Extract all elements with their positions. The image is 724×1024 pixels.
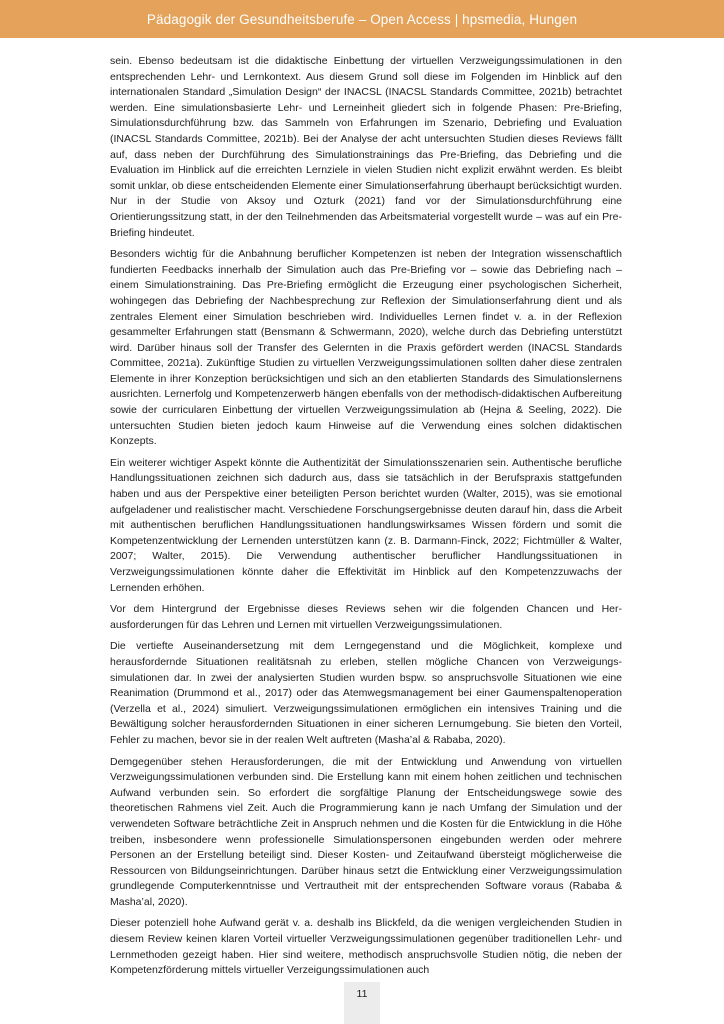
paragraph: sein. Ebenso bedeutsam ist die didaktische Einbettung der virtuellen Verzweigungssimulationen in den entsprechenden Lehr- und Lernkontext. Aus diesem Grund soll diese im Folgenden im Hinblick auf den internationalen Standard „Simulation Design“ der INACSL (INACSL Standards Committee, 2021b) betrachtet werden. Eine simulationsbasierte Lehr- und Lerneinheit gliedert sich in folgende Phasen: Pre-Briefing, Simulationsdurchführung bzw. das Sammeln von Erfahrungen im Szenario, Debriefing und Evaluation (INACSL Standards Committee, 2021b). Bei der Analyse der acht untersuchten Studien dieses Reviews fällt auf, dass neben der Durchführung des Simulationstrainings das Pre-Briefing, das Debriefing und die Evaluation im Hinblick auf die erreichten Lernziele in vielen Studien nicht explizit erwähnt werden. Es bleibt somit unklar, ob diese entscheidenden Elemente einer Simulationserfahrung überhaupt berücksichtigt wurden. Nur in der Studie von Aksoy und Ozturk (2021) fand vor der Simulationsdurchführung eine Orientierungssitzung statt, in der den Teilnehmenden das Arbeitsmaterial vorgestellt wurde – was auf ein Pre-Briefing hindeutet. (110, 55, 622, 239)
page-number-box (344, 982, 380, 1024)
paragraph: Ein weiterer wichtiger Aspekt könnte die Authentizität der Simulationsszenarien sein. Authentische berufliche Handlungssituationen zeichnen sich dadurch aus, dass sie tatsächlich in der Berufspraxis stattgefunden haben und aus der Perspektive einer beteiligten Person berichtet wurden (Walter, 2015), was sie emotional aufgeladener und realistischer macht. Verschiedene Forschungsergebnisse deuten darauf hin, dass die Arbeit mit authentischen beruflichen Handlungssituationen handlungswirksames Wissen fördern und somit die Kompetenzentwicklung der Lernenden unterstützen kann (z. B. Darmann-Finck, 2022; Fichtmüller & Walter, 2007; Walter, 2015). Die Verwendung authentischer beruflicher Handlungssituationen in Verzweigungssimulationen könnte daher die Effektivität im Hinblick auf den Kompetenzzuwachs der Lernenden erhöhen. (110, 456, 622, 594)
header-title: Pädagogik der Gesundheitsberufe – Open Access | hpsmedia, Hungen (146, 11, 578, 27)
page-number: 11 (356, 988, 368, 1000)
paragraph: Dieser potenziell hohe Aufwand gerät v. a. deshalb ins Blickfeld, da die wenigen vergleichenden Studien in diesem Review keinen klaren Vorteil virtueller Verzweigungssimulationen gegenüber traditionellen Lehr- und Lernmethoden gezeigt haben. Hier sind weitere, methodisch anspruchsvolle Studien nötig, die neben der Kompetenzförderung mittels virtueller Verzeigungssimulationen auch (110, 917, 622, 977)
paragraph: Demgegenüber stehen Herausforderungen, die mit der Entwicklung und Anwendung von virtuellen Verzweigungssimulationen verbunden sind. Die Erstellung kann mit einem hohen zeitlichen und technischen Aufwand verbunden sein. So erfordert die sorgfältige Planung der Entscheidungswege sowie des theoretischen Rahmens viel Zeit. Auch die Programmierung kann je nach Umfang der Simulation und der verwendeten Software beträchtliche Zeit in Anspruch nehmen und die Kosten für die Entwicklung in die Höhe treiben, insbesondere wenn professionelle Simulationspersonen eingebunden werden oder mehrere Personen an der Erstellung beteiligt sind. Dieser Kosten- und Zeitaufwand übersteigt möglicherweise die Ressourcen von Bildungseinrichtungen. Darüber hinaus setzt die Entwicklung einer Verzweigungssimulation grundlegende Computerkenntnisse und Vertrautheit mit der entsprechenden Software voraus (Rababa & Masha’al, 2020). (110, 755, 622, 908)
paragraph: Die vertiefte Auseinandersetzung mit dem Lerngegenstand und die Möglichkeit, komplexe und herausfordernde Situationen realitätsnah zu erleben, stellen mögliche Chancen von Verzweigungssimulationen dar. In zwei der analysierten Studien wurden bspw. so anspruchsvolle Situationen wie eine Reanimation (Drummond et al., 2017) oder das Atemwegsmanagement bei einer Gaumenspaltenoperation (Verzella et al., 2024) simuliert. Verzweigungssimulationen ermöglichen ein intensives Training und die Bewältigung solcher herausfordernden Situationen in einer sicheren Lernumgebung. Sie bieten den Vorteil, Fehler zu machen, bevor sie in der realen Welt auftreten (Masha’al & Rababa, 2020). (110, 640, 622, 746)
running-header (0, 0, 724, 38)
paragraph: Besonders wichtig für die Anbahnung beruflicher Kompetenzen ist neben der Integration wissenschaftlich fundierten Feedbacks innerhalb der Simulation auch das Pre-Briefing vor – sowie das Debriefing nach – einem Simulationstraining. Das Pre-Briefing ermöglicht die Erzeugung einer psychologischen Sicherheit, wohingegen das Debriefing der Nachbesprechung zur Reflexion der Simulationserfahrung dient und als zentrales Element einer Simulation beschrieben wird. Individuelles Lernen findet v. a. in der Reflexion gesammelter Erfahrungen statt (Bensmann & Schwermann, 2020), welche durch das Debriefing unterstützt wird. Darüber hinaus soll der Transfer des Gelernten in die Praxis gefördert werden (INACSL Standards Committee, 2021a). Zukünftige Studien zu virtuellen Verzweigungssimulationen sollten daher diese zentralen Elemente in ihrer Konzeption berücksichtigen und sich an den etablierten Standards des Simulationslernens ausrichten. Lernerfolg und Kompetenzerwerb hängen ebenfalls von der methodisch-didaktischen Aufbereitung sowie der curricularen Einbettung der virtuellen Verzweigungssimulation ab (Hejna & Seeling, 2022). Die untersuchten Studien bieten jedoch kaum Hinweise auf die Verwendung eines solchen didaktischen Konzepts. (110, 248, 622, 448)
body-text (110, 54, 622, 985)
paragraph: Vor dem Hintergrund der Ergebnisse dieses Reviews sehen wir die folgenden Chancen und Herausforderungen für das Lehren und Lernen mit virtuellen Verzweigungssimulationen. (110, 603, 622, 631)
